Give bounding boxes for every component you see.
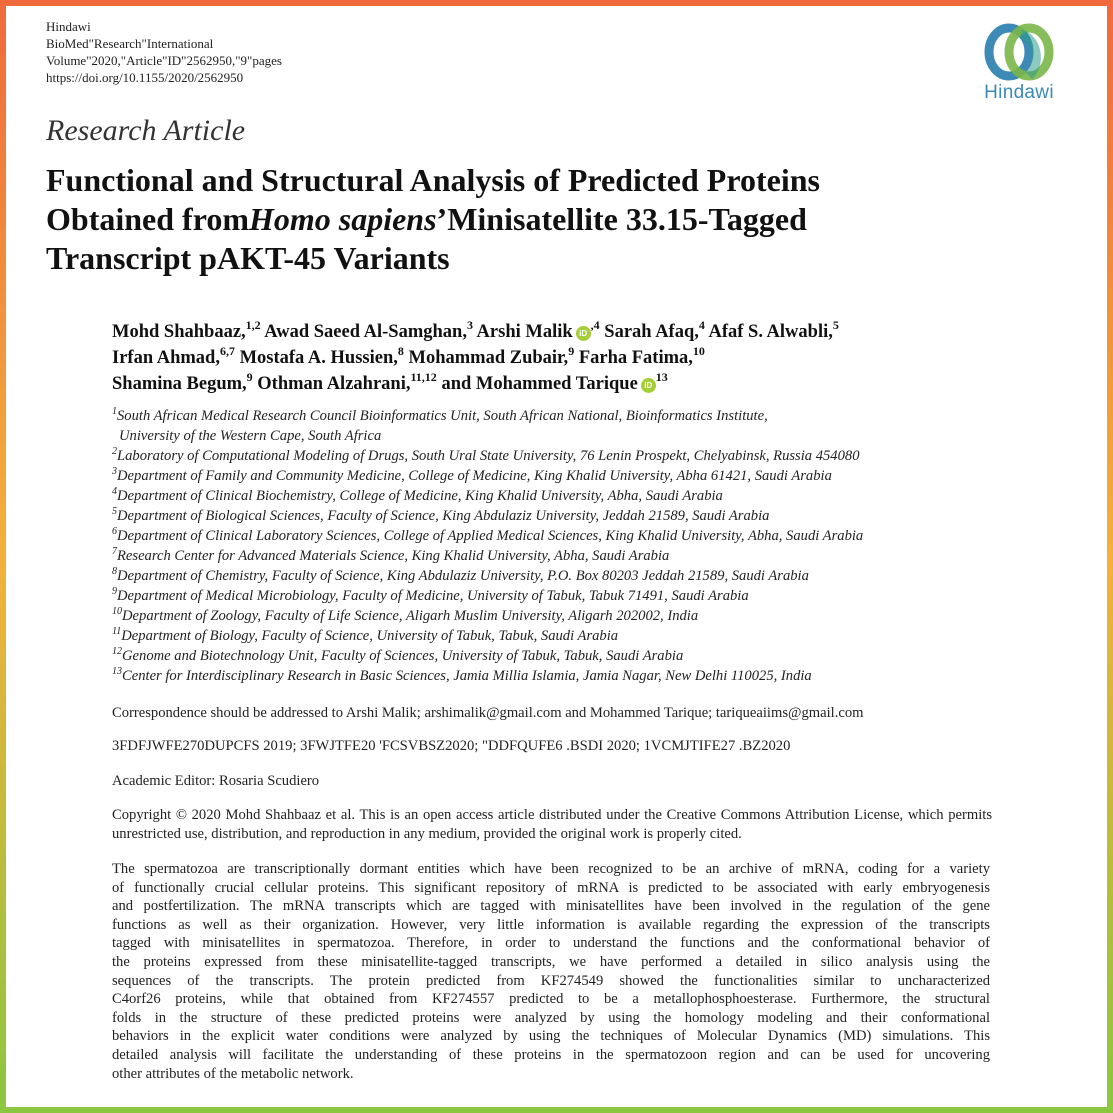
abstract-line: folds in the structure of these predicted proteins were analyzed by using the homology modeling and their conformational — [112, 1009, 990, 1026]
affiliation-number: 10 — [112, 606, 122, 618]
title-line-2-start: Obtained from — [46, 201, 249, 237]
author-name: Shamina Begum, — [112, 374, 247, 394]
author-name: Farha Fatima, — [574, 348, 693, 368]
affiliation-number: 12 — [112, 646, 122, 658]
affiliation-number: 3 — [112, 466, 117, 478]
author-list — [112, 319, 1102, 397]
affiliation-marker: 11,12 — [410, 369, 437, 384]
abstract-line: functions as well as their organization. However, very little information is available regarding the expression of the transcripts — [112, 916, 990, 933]
affiliation-item — [112, 526, 1102, 546]
affiliation-text: University of the Western Cape, South Africa — [119, 428, 382, 444]
author-name: Awad Saeed Al-Samghan, — [260, 322, 467, 342]
abstract — [112, 860, 990, 1083]
abstract-line: the proteins expressed from these minisatellite-tagged transcripts, we have performed a detailed in silico analysis using the — [112, 953, 990, 970]
affiliation-text: Department of Clinical Laboratory Sciences, College of Applied Medical Sciences, King Khalid University, Abha, Saudi Arabia — [117, 528, 864, 544]
paper-title — [46, 161, 1086, 278]
author-name: Arshi Malik — [472, 322, 573, 342]
author-name: Othman Alzahrani, — [252, 374, 411, 394]
affiliation-item — [112, 646, 1102, 666]
affiliation-text: Department of Zoology, Faculty of Life Science, Aligarh Muslim University, Aligarh 202002, India — [122, 608, 699, 624]
correspondence: Correspondence should be addressed to Arshi Malik; arshimalik@gmail.com and Mohammed Tarique; tariqueaiims@gmail.com — [112, 705, 864, 721]
affiliation-text: Department of Biological Sciences, Faculty of Science, King Abdulaziz University, Jeddah 21589, Saudi Arabia — [117, 508, 770, 524]
author-name: Mohd Shahbaaz, — [112, 322, 246, 342]
affiliation-number: 6 — [112, 526, 117, 538]
copyright-notice: Copyright © 2020 Mohd Shahbaaz et al. This is an open access article distributed under the Creative Commons Attribution License, which permits unrestricted use, distribution, and reproduction in any medium, provided the original work is properly cited. — [112, 807, 992, 842]
affiliation-marker: 6,7 — [219, 343, 235, 358]
academic-editor: Academic Editor: Rosaria Scudiero — [112, 773, 320, 789]
abstract-line: other attributes of the metabolic network. — [112, 1065, 354, 1082]
affiliation-marker: 8 — [397, 343, 404, 358]
title-line-3: Transcript pAKT-45 Variants — [46, 240, 450, 276]
affiliation-number: 7 — [112, 546, 117, 558]
journal-name: BioMed"Research"International — [46, 36, 214, 51]
abstract-line: detailed analysis will facilitate the understanding of these proteins in the spermatozoon region and can be used for uncovering — [112, 1046, 990, 1063]
hindawi-logo-icon — [977, 20, 1061, 84]
affiliation-text: Research Center for Advanced Materials Science, King Khalid University, Abha, Saudi Arabia — [117, 548, 670, 564]
orcid-icon[interactable]: iD — [576, 326, 591, 341]
author-name: Mostafa A. Hussien, — [234, 348, 398, 368]
abstract-line: The spermatozoa are transcriptionally dormant entities which have been recognized to be an archive of mRNA, coding for a variety — [112, 861, 990, 877]
affiliation-number: 11 — [112, 626, 122, 638]
affiliation-marker: ,4 — [590, 317, 600, 332]
volume-info: Volume"2020,"Article"ID"2562950,"9"pages — [46, 53, 282, 68]
doi-link[interactable]: https://doi.org/10.1155/2020/2562950 — [46, 70, 244, 85]
orcid-icon[interactable]: iD — [641, 378, 656, 393]
author-line — [112, 371, 1102, 397]
affiliation-text: Department of Chemistry, Faculty of Science, King Abdulaziz University, P.O. Box 80203 Jeddah 21589, Saudi Arabia — [117, 568, 809, 584]
hindawi-logo — [977, 20, 1061, 104]
article-type: Research Article — [46, 114, 246, 147]
affiliation-number: 5 — [112, 506, 117, 518]
affiliation-text: Center for Interdisciplinary Research in Basic Sciences, Jamia Millia Islamia, Jamia Nagar, New Delhi 110025, India — [122, 668, 812, 684]
journal-header — [46, 18, 282, 86]
affiliation-marker: 13 — [655, 369, 668, 384]
author-line — [112, 345, 1102, 371]
abstract-line: and postfertilization. The mRNA transcripts which are tagged with minisatellites have been involved in the regulation of the gene — [112, 898, 990, 915]
affiliation-item — [112, 566, 1102, 586]
affiliation-item — [112, 626, 1102, 646]
publication-dates: 3FDFJWFE270DUPCFS 2019; 3FWJTFE20 'FCSVBSZ2020; "DDFQUFE6 .BSDI 2020; 1VCMJTIFE27 .BZ2020 — [112, 738, 791, 754]
affiliation-list — [112, 406, 1102, 686]
affiliation-item — [112, 446, 1102, 466]
paper-page — [6, 6, 1107, 1107]
affiliation-item — [112, 586, 1102, 606]
author-name: Irfan Ahmad, — [112, 348, 220, 368]
affiliation-marker: 9 — [246, 369, 253, 384]
author-name: Sarah Afaq, — [599, 322, 699, 342]
affiliation-text: Department of Biology, Faculty of Science, University of Tabuk, Tabuk, Saudi Arabia — [121, 628, 619, 644]
abstract-line: of functionally crucial cellular proteins. This significant repository of mRNA is predicted to be associated with early embryogenesis — [112, 879, 990, 896]
affiliation-marker: 5 — [832, 317, 839, 332]
affiliation-item — [112, 666, 1102, 686]
affiliation-number: 9 — [112, 586, 117, 598]
affiliation-number: 4 — [112, 486, 117, 498]
title-line-1: Functional and Structural Analysis of Predicted Proteins — [46, 162, 820, 198]
title-line-2-end: ’Minisatellite 33.15-Tagged — [436, 201, 807, 237]
author-line — [112, 319, 1102, 345]
affiliation-marker: 9 — [568, 343, 575, 358]
title-line-2 — [46, 200, 1086, 239]
title-species: Homo sapiens — [248, 201, 437, 237]
author-name: Afaf S. Alwabli, — [704, 322, 833, 342]
affiliation-item — [112, 406, 1102, 426]
abstract-line: C4orf26 proteins, while that obtained from KF274557 predicted to be a metallophosphoesterase. Furthermore, the structural — [112, 991, 990, 1008]
abstract-line: sequences of the transcripts. The protein predicted from KF274549 showed the functionalities similar to uncharacterized — [112, 972, 990, 989]
affiliation-marker: 10 — [692, 343, 705, 358]
affiliation-item — [112, 506, 1102, 526]
affiliation-text: Laboratory of Computational Modeling of Drugs, South Ural State University, 76 Lenin Prospekt, Chelyabinsk, Russia 454080 — [117, 448, 860, 464]
abstract-line: tagged with minisatellites in spermatozoa. Therefore, in order to understand the functions and the conformational behavior of — [112, 935, 990, 952]
affiliation-number: 2 — [112, 446, 117, 458]
author-name: and Mohammed Tarique — [436, 374, 638, 394]
affiliation-number: 8 — [112, 566, 117, 578]
affiliation-item — [112, 426, 1102, 446]
affiliation-number: 13 — [112, 666, 122, 678]
abstract-line: behaviors in the explicit water conditions were analyzed by using the techniques of Molecular Dynamics (MD) simulations. This — [112, 1028, 990, 1045]
affiliation-item — [112, 546, 1102, 566]
publisher-name: Hindawi — [46, 19, 91, 34]
affiliation-number: 1 — [112, 406, 117, 418]
affiliation-marker: 4 — [698, 317, 705, 332]
affiliation-text: Department of Family and Community Medicine, College of Medicine, King Khalid University, Abha 61421, Saudi Arabia — [117, 468, 832, 484]
affiliation-text: Department of Clinical Biochemistry, College of Medicine, King Khalid University, Abha, Saudi Arabia — [117, 488, 723, 504]
affiliation-item — [112, 466, 1102, 486]
affiliation-text: Genome and Biotechnology Unit, Faculty of Sciences, University of Tabuk, Tabuk, Saudi Arabia — [122, 648, 684, 664]
author-name: Mohammad Zubair, — [403, 348, 569, 368]
affiliation-item — [112, 486, 1102, 506]
affiliation-marker: 3 — [466, 317, 473, 332]
affiliation-item — [112, 606, 1102, 626]
affiliation-marker: 1,2 — [245, 317, 261, 332]
affiliation-text: Department of Medical Microbiology, Faculty of Medicine, University of Tabuk, Tabuk 71491, Saudi Arabia — [117, 588, 749, 604]
logo-text: Hindawi — [984, 82, 1054, 103]
affiliation-text: South African Medical Research Council Bioinformatics Unit, South African National, Bioinformatics Institute, — [117, 408, 768, 424]
